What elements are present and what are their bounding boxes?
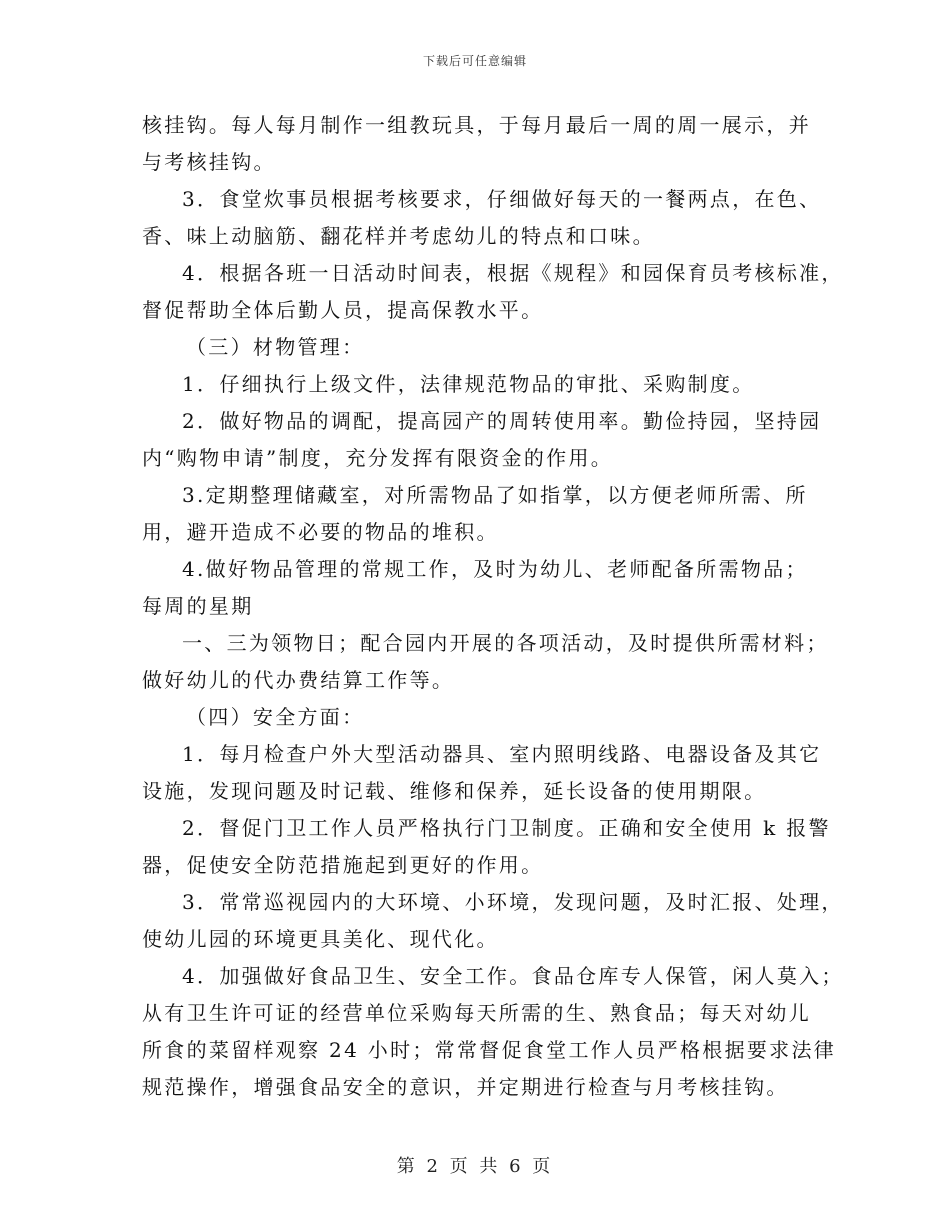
text-line: 3.定期整理储藏室，对所需物品了如指掌，以方便老师所需、所 bbox=[182, 483, 808, 507]
page-number-footer: 第 2 页 共 6 页 bbox=[396, 1156, 554, 1177]
text-line: 香、味上动脑筋、翻花样并考虑幼儿的特点和口味。 bbox=[142, 224, 655, 248]
section-heading: （三）材物管理： bbox=[186, 335, 365, 359]
text-line: 所食的菜留样观察 24 小时；常常督促食堂工作人员严格根据要求法律 bbox=[142, 1038, 837, 1062]
text-line: 2．做好物品的调配，提高园产的周转使用率。勤俭持园，坚持园 bbox=[182, 409, 822, 433]
text-line: 器，促使安全防范措施起到更好的作用。 bbox=[142, 853, 544, 877]
text-line: 每周的星期 bbox=[142, 594, 254, 618]
text-line: 从有卫生许可证的经营单位采购每天所需的生、熟食品；每天对幼儿 bbox=[142, 1001, 811, 1025]
text-line: 设施，发现问题及时记载、维修和保养，延长设备的使用期限。 bbox=[142, 779, 767, 803]
text-line: 规范操作，增强食品安全的意识，并定期进行检查与月考核挂钩。 bbox=[142, 1075, 789, 1099]
text-line: 核挂钩。每人每月制作一组教玩具，于每月最后一周的周一展示，并 bbox=[142, 113, 811, 137]
text-line: 1．仔细执行上级文件，法律规范物品的审批、采购制度。 bbox=[182, 372, 755, 396]
section-heading: （四）安全方面： bbox=[186, 705, 365, 729]
text-line: 使幼儿园的环境更具美化、现代化。 bbox=[142, 927, 499, 951]
text-line: 4．加强做好食品卫生、安全工作。食品仓库专人保管，闲人莫入； bbox=[182, 964, 844, 988]
text-line: 3．常常巡视园内的大环境、小环境，发现问题，及时汇报、处理， bbox=[182, 890, 844, 914]
text-line: 用，避开造成不必要的物品的堆积。 bbox=[142, 520, 499, 544]
text-line: 4.做好物品管理的常规工作，及时为幼儿、老师配备所需物品； bbox=[182, 557, 808, 581]
page-header: 下载后可任意编辑 bbox=[422, 54, 527, 68]
text-line: 3．食堂炊事员根据考核要求，仔细做好每天的一餐两点，在色、 bbox=[182, 187, 822, 211]
text-line: 督促帮助全体后勤人员，提高保教水平。 bbox=[142, 298, 544, 322]
text-line: 做好幼儿的代办费结算工作等。 bbox=[142, 668, 455, 692]
text-line: 4．根据各班一日活动时间表，根据《规程》和园保育员考核标准， bbox=[182, 261, 844, 285]
document-body bbox=[142, 107, 844, 1106]
text-line: 一、三为领物日；配合园内开展的各项活动，及时提供所需材料； bbox=[182, 631, 829, 655]
text-line: 2．督促门卫工作人员严格执行门卫制度。正确和安全使用 k 报警 bbox=[182, 816, 831, 840]
text-line: 与考核挂钩。 bbox=[142, 150, 276, 174]
text-line: 内“购物申请”制度，充分发挥有限资金的作用。 bbox=[142, 446, 614, 470]
text-line: 1．每月检查户外大型活动器具、室内照明线路、电器设备及其它 bbox=[182, 742, 822, 766]
